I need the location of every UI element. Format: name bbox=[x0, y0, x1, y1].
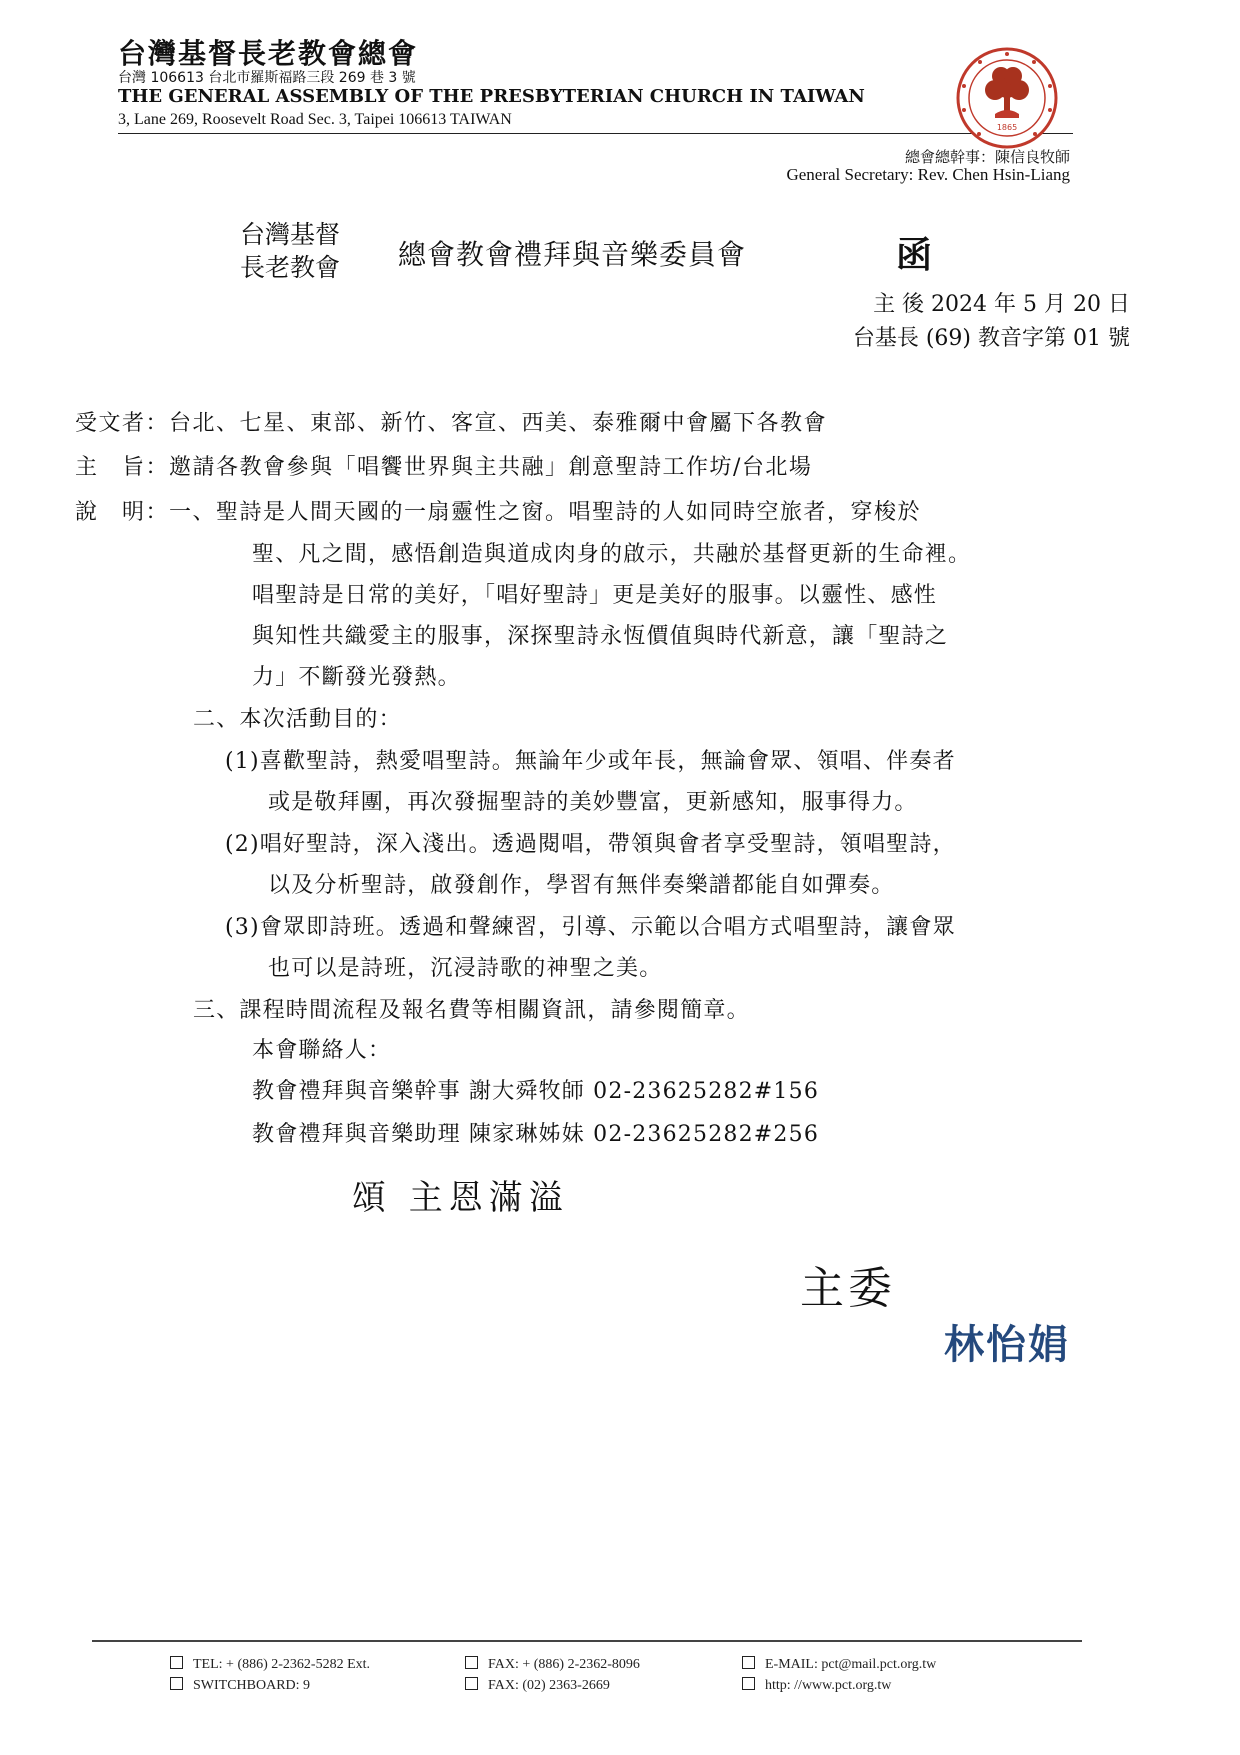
checkbox-icon bbox=[742, 1677, 755, 1690]
subject-row bbox=[75, 450, 812, 481]
footer-fax-text: FAX: + (886) 2-2362-8096 bbox=[488, 1657, 640, 1672]
explanation-line: 與知性共織愛主的服事，深探聖詩永恆價值與時代新意，讓「聖詩之 bbox=[252, 624, 949, 649]
footer-email bbox=[742, 1656, 936, 1673]
subject-label: 主 旨： bbox=[75, 455, 170, 480]
footer-tel-text: TEL: + (886) 2-2362-5282 Ext. bbox=[193, 1657, 371, 1672]
schedule-note: 三、課程時間流程及報名費等相關資訊，請參閱簡章。 bbox=[193, 998, 750, 1023]
general-secretary-en: General Secretary: Rev. Chen Hsin-Liang bbox=[786, 165, 1070, 184]
checkbox-icon bbox=[170, 1677, 183, 1690]
contact-person: 教會禮拜與音樂幹事 謝大舜牧師 02-23625282#156 bbox=[252, 1079, 820, 1104]
footer-divider bbox=[92, 1640, 1082, 1642]
org-name-zh: 台灣基督長老教會總會 bbox=[118, 37, 419, 70]
general-secretary-zh: 總會總幹事：陳信良牧師 bbox=[904, 148, 1070, 166]
explanation-line: 唱聖詩是日常的美好，「唱好聖詩」更是美好的服事。以靈性、感性 bbox=[252, 583, 938, 608]
explanation-line: 力」不斷發光發熱。 bbox=[252, 665, 461, 690]
checkbox-icon bbox=[742, 1656, 755, 1669]
purpose-item-continuation: 以及分析聖詩，啟發創作，學習有無伴奏樂譜都能自如彈奏。 bbox=[268, 873, 895, 898]
header-divider bbox=[118, 133, 1073, 134]
org-address-en: 3, Lane 269, Roosevelt Road Sec. 3, Taipei 106613 TAIWAN bbox=[118, 111, 512, 128]
recipients-row bbox=[75, 406, 827, 437]
footer-fax-text: FAX: (02) 2363-2669 bbox=[488, 1678, 610, 1693]
checkbox-icon bbox=[170, 1656, 183, 1669]
explanation-label: 說 明： bbox=[75, 500, 170, 525]
org-name-en: THE GENERAL ASSEMBLY OF THE PRESBYTERIAN CHURCH IN TAIWAN bbox=[118, 86, 865, 107]
sender-name-line1: 台灣基督 bbox=[240, 220, 341, 249]
sender-name-line2: 長老教會 bbox=[240, 253, 341, 282]
purpose-item: (1)喜歡聖詩，熱愛唱聖詩。無論年少或年長，無論會眾、領唱、伴奏者 bbox=[225, 749, 956, 774]
purpose-item-continuation: 或是敬拜團，再次發掘聖詩的美妙豐富，更新感知，服事得力。 bbox=[268, 790, 918, 815]
recipients-label: 受文者： bbox=[75, 411, 170, 436]
footer-website bbox=[742, 1677, 891, 1694]
subject-text: 邀請各教會參與「唱饗世界與主共融」創意聖詩工作坊/台北場 bbox=[169, 455, 813, 480]
footer-website-text: http: //www.pct.org.tw bbox=[765, 1678, 892, 1693]
explanation-row bbox=[75, 495, 921, 526]
explanation-line: 聖、凡之間，感悟創造與道成肉身的啟示，共融於基督更新的生命裡。 bbox=[252, 542, 972, 567]
org-address-zh: 台灣 106613 台北市羅斯福路三段 269 巷 3 號 bbox=[118, 70, 416, 86]
footer-fax bbox=[465, 1656, 640, 1673]
footer-fax bbox=[465, 1677, 610, 1694]
svg-text:1865: 1865 bbox=[996, 123, 1018, 132]
checkbox-icon bbox=[465, 1656, 478, 1669]
purpose-item: (3)會眾即詩班。透過和聲練習，引導、示範以合唱方式唱聖詩，讓會眾 bbox=[225, 915, 956, 940]
committee-name: 總會教會禮拜與音樂委員會 bbox=[398, 238, 747, 271]
church-seal-logo bbox=[955, 46, 1059, 150]
recipients-text: 台北、七星、東部、新竹、客宣、西美、泰雅爾中會屬下各教會 bbox=[169, 411, 828, 436]
closing-blessing: 頌 主恩滿溢 bbox=[352, 1178, 569, 1218]
contact-person: 教會禮拜與音樂助理 陳家琳姊妹 02-23625282#256 bbox=[252, 1122, 820, 1147]
explanation-line: 一、聖詩是人間天國的一扇靈性之窗。唱聖詩的人如同時空旅者，穿梭於 bbox=[169, 500, 922, 525]
purpose-item: (2)唱好聖詩，深入淺出。透過閱唱，帶領與會者享受聖詩，領唱聖詩， bbox=[225, 832, 956, 857]
purpose-heading: 二、本次活動目的： bbox=[193, 707, 402, 732]
footer-tel bbox=[170, 1656, 370, 1673]
checkbox-icon bbox=[465, 1677, 478, 1690]
footer-switchboard bbox=[170, 1677, 310, 1694]
letter-type: 函 bbox=[896, 234, 933, 276]
purpose-item-continuation: 也可以是詩班，沉浸詩歌的神聖之美。 bbox=[268, 956, 663, 981]
chair-signature-stamp: 林怡娟 bbox=[944, 1322, 1070, 1368]
footer-switchboard-text: SWITCHBOARD: 9 bbox=[193, 1678, 311, 1693]
footer-email-text: E-MAIL: pct@mail.pct.org.tw bbox=[765, 1657, 937, 1672]
letter-reference-number: 台基長 (69) 教音字第 01 號 bbox=[852, 326, 1130, 351]
contact-heading: 本會聯絡人： bbox=[252, 1038, 392, 1063]
letter-date: 主 後 2024 年 5 月 20 日 bbox=[873, 292, 1130, 317]
chair-title: 主委 bbox=[800, 1263, 896, 1314]
